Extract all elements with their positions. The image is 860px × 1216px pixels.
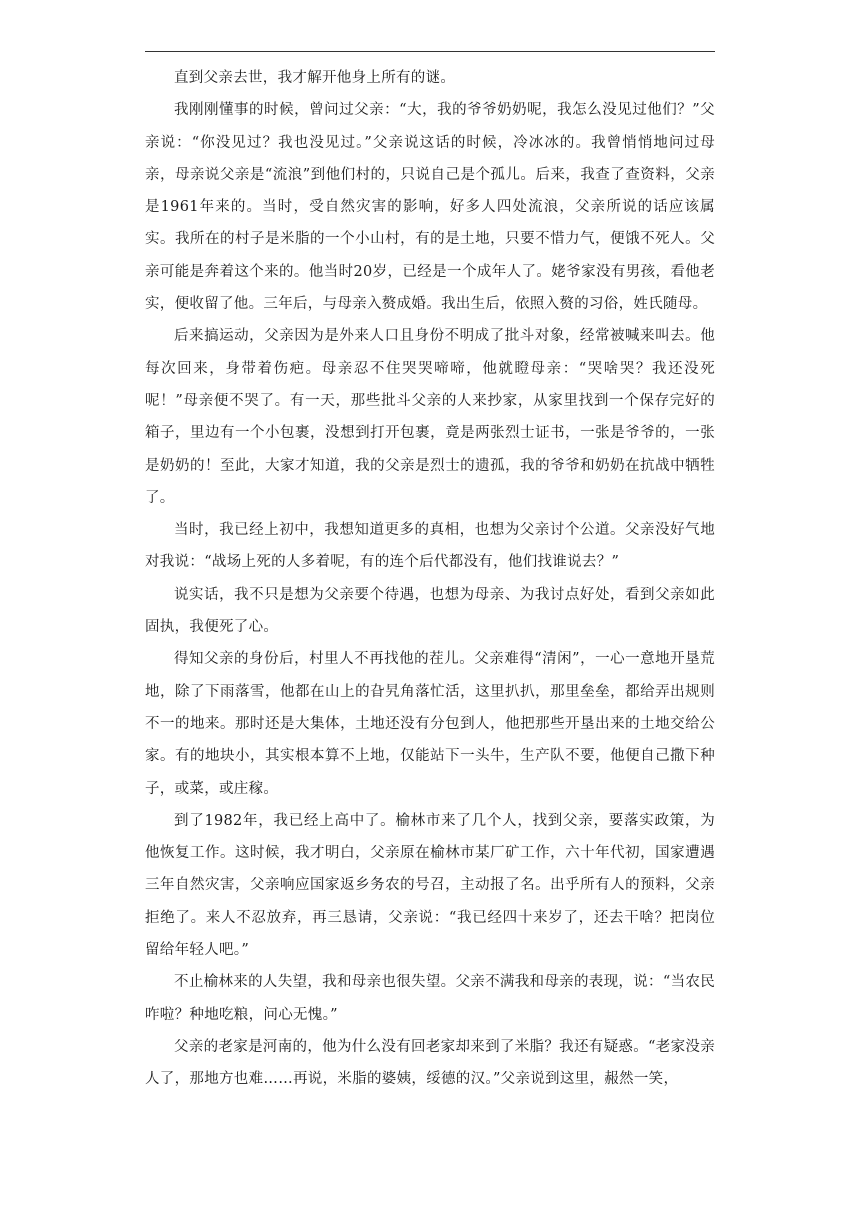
paragraph-4: 当时，我已经上初中，我想知道更多的真相，也想为父亲讨个公道。父亲没好气地对我说：“战场上死的人多着呢，有的连个后代都没有，他们找谁说去？” bbox=[145, 522, 715, 571]
paragraph-3: 后来搞运动，父亲因为是外来人口且身份不明成了批斗对象，经常被喊来叫去。他每次回来，身带着伤疤。母亲忍不住哭哭啼啼，他就瞪母亲：“哭啥哭？我还没死呢！”母亲便不哭了。有一天，那些批斗父亲的人来抄家，从家里找到一个保存完好的箱子，里边有一个小包裹，没想到打开包裹，竟是两张烈士证书，一张是爷爷的，一张是奶奶的！至此，大家才知道，我的父亲是烈士的遗孤，我的爷爷和奶奶在抗战中牺牲了。 bbox=[145, 328, 715, 506]
paragraph-1: 直到父亲去世，我才解开他身上所有的谜。 bbox=[174, 70, 456, 86]
paragraph-7: 到了1982年，我已经上高中了。榆林市来了几个人，找到父亲，要落实政策，为他恢复工作。这时候，我才明白，父亲原在榆林市某厂矿工作，六十年代初，国家遭遇三年自然灾害，父亲响应国家返乡务农的号召，主动报了名。出乎所有人的预料，父亲拒绝了。来人不忍放弃，再三恳请，父亲说：“我已经四十来岁了，还去干啥？把岗位留给年轻人吧。” bbox=[145, 812, 715, 959]
paragraph-9: 父亲的老家是河南的，他为什么没有回老家却来到了米脂？我还有疑惑。“老家没亲人了，那地方也难……再说，米脂的婆姨，绥德的汉。”父亲说到这里，赧然一笑， bbox=[145, 1038, 715, 1088]
paragraph-2: 我刚刚懂事的时候，曾问过父亲：“大，我的爷爷奶奶呢，我怎么没见过他们？”父亲说：“你没见过？我也没见过。”父亲说这话的时候，冷冰冰的。我曾悄悄地问过母亲，母亲说父亲是“流浪”到他们村的，只说自己是个孤儿。后来，我查了查资料，父亲是1961年来的。当时，受自然灾害的影响，好多人四处流浪，父亲所说的话应该属实。我所在的村子是米脂的一个小山村，有的是土地，只要不惜力气，便饿不死人。父亲可能是奔着这个来的。他当时20岁，已经是一个成年人了。姥爷家没有男孩，看他老实，便收留了他。三年后，与母亲入赘成婚。我出生后，依照入赘的习俗，姓氏随母。 bbox=[145, 102, 715, 313]
paragraph-5: 说实话，我不只是想为父亲要个待遇，也想为母亲、为我讨点好处，看到父亲如此固执，我便死了心。 bbox=[145, 586, 715, 636]
article-body bbox=[145, 62, 715, 1096]
paragraph-6: 得知父亲的身份后，村里人不再找他的茬儿。父亲难得“清闲”，一心一意地开垦荒地，除了下雨落雪，他都在山上的旮旯角落忙活，这里扒扒，那里垒垒，都给弄出规则不一的地来。那时还是大集体，土地还没有分包到人，他把那些开垦出来的土地交给公家。有的地块小，其实根本算不上地，仅能站下一头牛，生产队不要，他便自己撒下种子，或菜，或庄稼。 bbox=[145, 651, 715, 797]
paragraph-8: 不止榆林来的人失望，我和母亲也很失望。父亲不满我和母亲的表现，说：“当农民咋啦？种地吃粮，问心无愧。” bbox=[145, 974, 715, 1023]
header-rule bbox=[145, 51, 715, 52]
